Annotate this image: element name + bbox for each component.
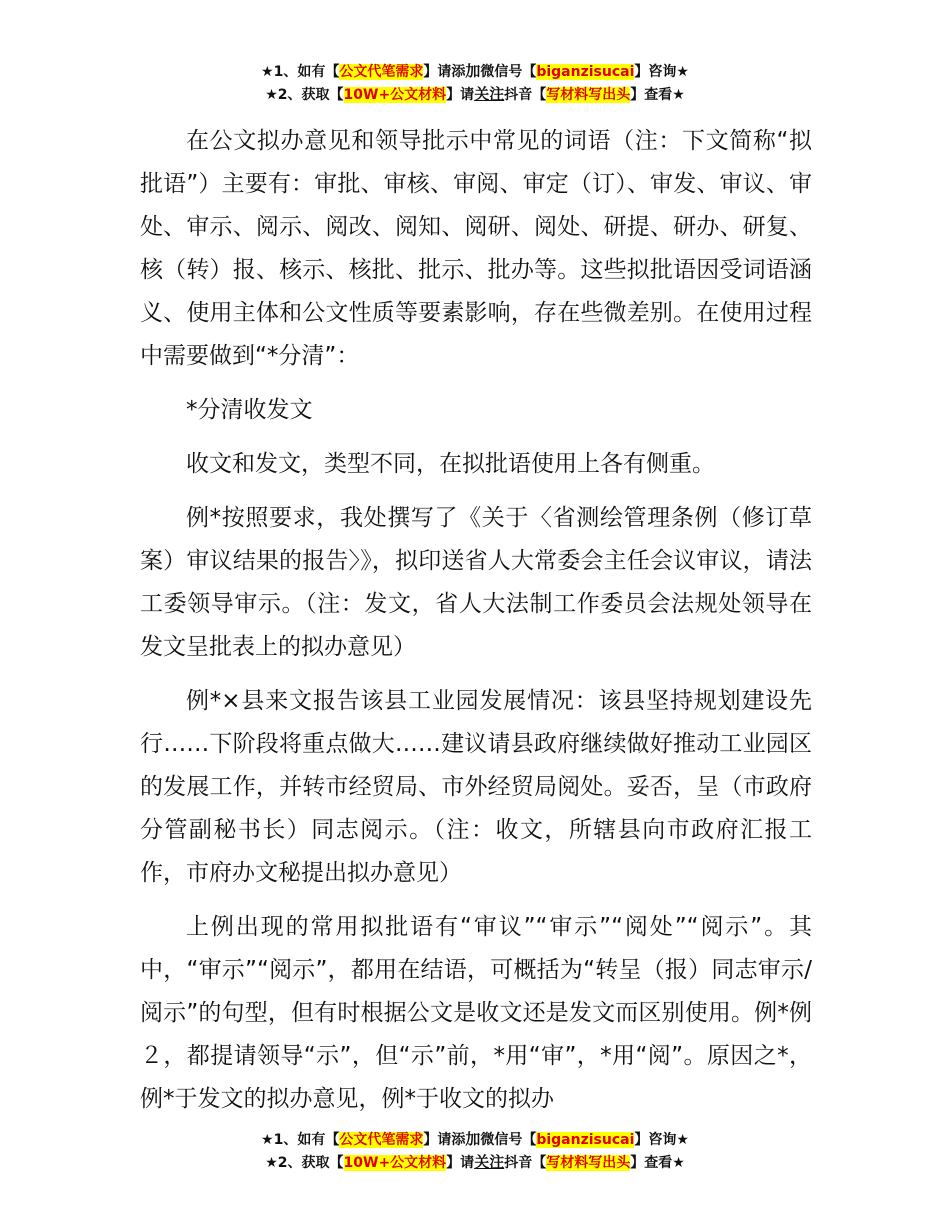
banner-text: 微信号【 <box>480 1132 537 1148</box>
paragraph-example-1: 例*按照要求，我处撰写了《关于〈省测绘管理条例（修订草案）审议结果的报告〉》，拟印送省人大常委会主任会议审议，请法工委领导审示。（注：发文，省人大法制工作委员会法规处领导在发文呈批表上的拟办意见） <box>140 505 812 660</box>
paragraph-summary: 收文和发文，类型不同，在拟批语使用上各有侧重。 <box>186 451 715 477</box>
paragraph-example-2: 例*×县来文报告该县工业园发展情况：该县坚持规划建设先行……下阶段将重点做大……建议请县政府继续做好推动工业园区的发展工作，并转市经贸局、市外经贸局阅处。妥否，呈（市政府分管副秘书长）同志阅示。（注：收文，所辖县向市政府汇报工作，市府办文秘提出拟办意见） <box>140 688 812 886</box>
top-banner <box>0 60 950 106</box>
banner-text: ★2、获取【 <box>265 87 344 103</box>
banner-text-emphasis: 加 <box>465 62 481 80</box>
highlight-douyin: 写材料写出头 <box>546 1155 631 1171</box>
document-body <box>140 120 812 1121</box>
banner-text: 】咨询★ <box>634 1132 689 1148</box>
banner-text: ★2、获取【 <box>265 1155 344 1171</box>
banner-text: 】请添 <box>423 64 466 80</box>
banner-text-emphasis: 关注 <box>474 1153 505 1171</box>
highlight-materials: 10W+公文材料 <box>343 87 447 103</box>
banner-line-2 <box>0 1151 950 1174</box>
banner-text-emphasis: 加 <box>465 1130 481 1148</box>
banner-text: 】请 <box>446 87 475 103</box>
banner-text: 】查看★ <box>630 87 685 103</box>
paragraph-intro: 在公文拟办意见和领导批示中常见的词语（注：下文简称“拟批语”）主要有：审批、审核、审阅、审定（订）、审发、审议、审处、审示、阅示、阅改、阅知、阅研、阅处、研提、研办、研复、核（转）报、核示、核批、批示、批办等。这些拟批语因受词语涵义、使用主体和公文性质等要素影响，存在些微差别。在使用过程中需要做到“*分清”： <box>140 128 812 369</box>
banner-text: ★1、如有【 <box>261 64 340 80</box>
banner-text: 】请添 <box>423 1132 466 1148</box>
banner-text: ★1、如有【 <box>261 1132 340 1148</box>
banner-text: 】咨询★ <box>634 64 689 80</box>
section-heading: *分清收发文 <box>186 397 313 423</box>
banner-text-emphasis: 关注 <box>474 85 505 103</box>
bottom-banner <box>0 1128 950 1174</box>
banner-line-1 <box>0 60 950 83</box>
highlight-service: 公文代笔需求 <box>339 1132 424 1148</box>
banner-line-1 <box>0 1128 950 1151</box>
banner-text: 微信号【 <box>480 64 537 80</box>
highlight-wechat-id: biganzisucai <box>536 1132 635 1148</box>
highlight-materials: 10W+公文材料 <box>343 1155 447 1171</box>
banner-text: 抖音【 <box>504 87 547 103</box>
banner-text: 】查看★ <box>630 1155 685 1171</box>
banner-text: 抖音【 <box>504 1155 547 1171</box>
banner-line-2 <box>0 83 950 106</box>
paragraph-analysis: 上例出现的常用拟批语有“审议”“审示”“阅处”“阅示”。其中，“审示”“阅示”，都用在结语，可概括为“转呈（报）同志审示/阅示”的句型，但有时根据公文是收文还是发文而区别使用。例*例２，都提请领导“示”，但“示”前，*用“审”，*用“阅”。原因之*，例*于发文的拟办意见，例*于收文的拟办 <box>140 914 812 1112</box>
highlight-service: 公文代笔需求 <box>339 64 424 80</box>
banner-text: 】请 <box>446 1155 475 1171</box>
highlight-douyin: 写材料写出头 <box>546 87 631 103</box>
highlight-wechat-id: biganzisucai <box>536 64 635 80</box>
